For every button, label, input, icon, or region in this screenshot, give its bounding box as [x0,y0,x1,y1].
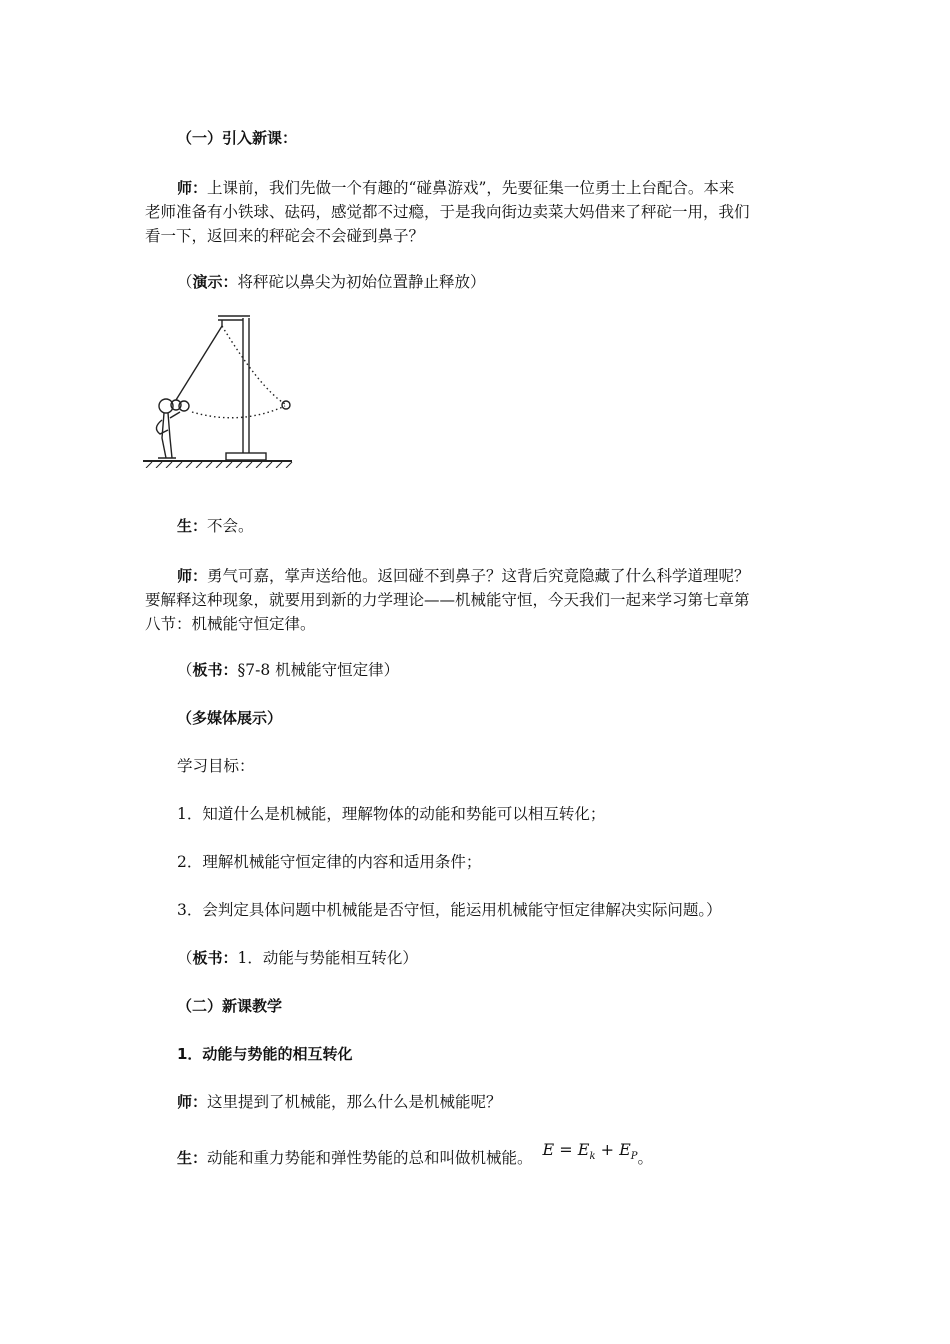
speaker-label: 生： [177,1149,208,1167]
board-note-2 [177,948,418,968]
mechanical-energy-formula [542,1140,638,1163]
demo-text: 将秤砣以鼻尖为初始位置静止释放） [237,273,486,291]
board-label: 板书： [192,661,238,679]
teacher-paragraph-1 [145,176,805,248]
reply-text: 不会。 [207,517,254,535]
subsection-heading: 1．动能与势能的相互转化 [177,1045,353,1063]
multimedia-note: （多媒体展示） [177,709,283,727]
section-heading-new-lesson: （二）新课教学 [177,997,283,1015]
paragraph-line: 老师准备有小铁球、砝码，感觉都不过瘾，于是我向街边卖菜大妈借来了秤砣一用，我们 [145,203,750,221]
goals-title: 学习目标： [177,757,255,775]
student-reply-1 [177,516,254,536]
reply-text: 动能和重力势能和弹性势能的总和叫做机械能。 [207,1149,533,1167]
goal-item: 3．会判定具体问题中机械能是否守恒，能运用机械能守恒定律解决实际问题。） [177,901,722,919]
demo-label: 演示： [192,273,238,291]
paragraph-line: 八节：机械能守恒定律。 [145,615,316,633]
student-reply-2 [177,1140,654,1175]
teacher-paragraph-2 [145,564,805,636]
goal-item: 1．知道什么是机械能，理解物体的动能和势能可以相互转化； [177,805,606,823]
formula-subscript: P [630,1151,638,1163]
speaker-label: 师： [177,179,208,197]
paren-open: （ [177,949,193,967]
formula-part: + E [595,1140,631,1159]
board-text: 1．动能与势能相互转化） [237,949,418,967]
demo-note [177,272,486,292]
board-label: 板书： [192,949,238,967]
teacher-question [177,1092,502,1112]
formula-part: E = E [542,1140,590,1159]
paragraph-line: 看一下，返回来的秤砣会不会碰到鼻子？ [145,227,425,245]
speaker-label: 师： [177,567,208,585]
paragraph-line: 勇气可嘉，掌声送给他。返回碰不到鼻子？这背后究竟隐藏了什么科学道理呢？ [207,567,750,585]
paragraph-line: 要解释这种现象，就要用到新的力学理论——机械能守恒，今天我们一起来学习第七章第 [145,591,750,609]
board-text: §7-8 机械能守恒定律） [237,661,400,679]
goal-item: 2．理解机械能守恒定律的内容和适用条件； [177,853,482,871]
paren-open: （ [177,661,193,679]
sentence-end: 。 [637,1149,654,1167]
formula-subscript: k [589,1151,596,1163]
speaker-label: 师： [177,1093,208,1111]
paren-open: （ [177,273,193,291]
board-note-1 [177,660,399,680]
section-heading-intro: （一）引入新课： [177,129,298,147]
question-text: 这里提到了机械能，那么什么是机械能呢？ [207,1093,502,1111]
pendulum-nose-illustration [140,308,300,468]
speaker-label: 生： [177,517,208,535]
paragraph-line: 上课前，我们先做一个有趣的“碰鼻游戏”，先要征集一位勇士上台配合。本来 [207,179,735,197]
